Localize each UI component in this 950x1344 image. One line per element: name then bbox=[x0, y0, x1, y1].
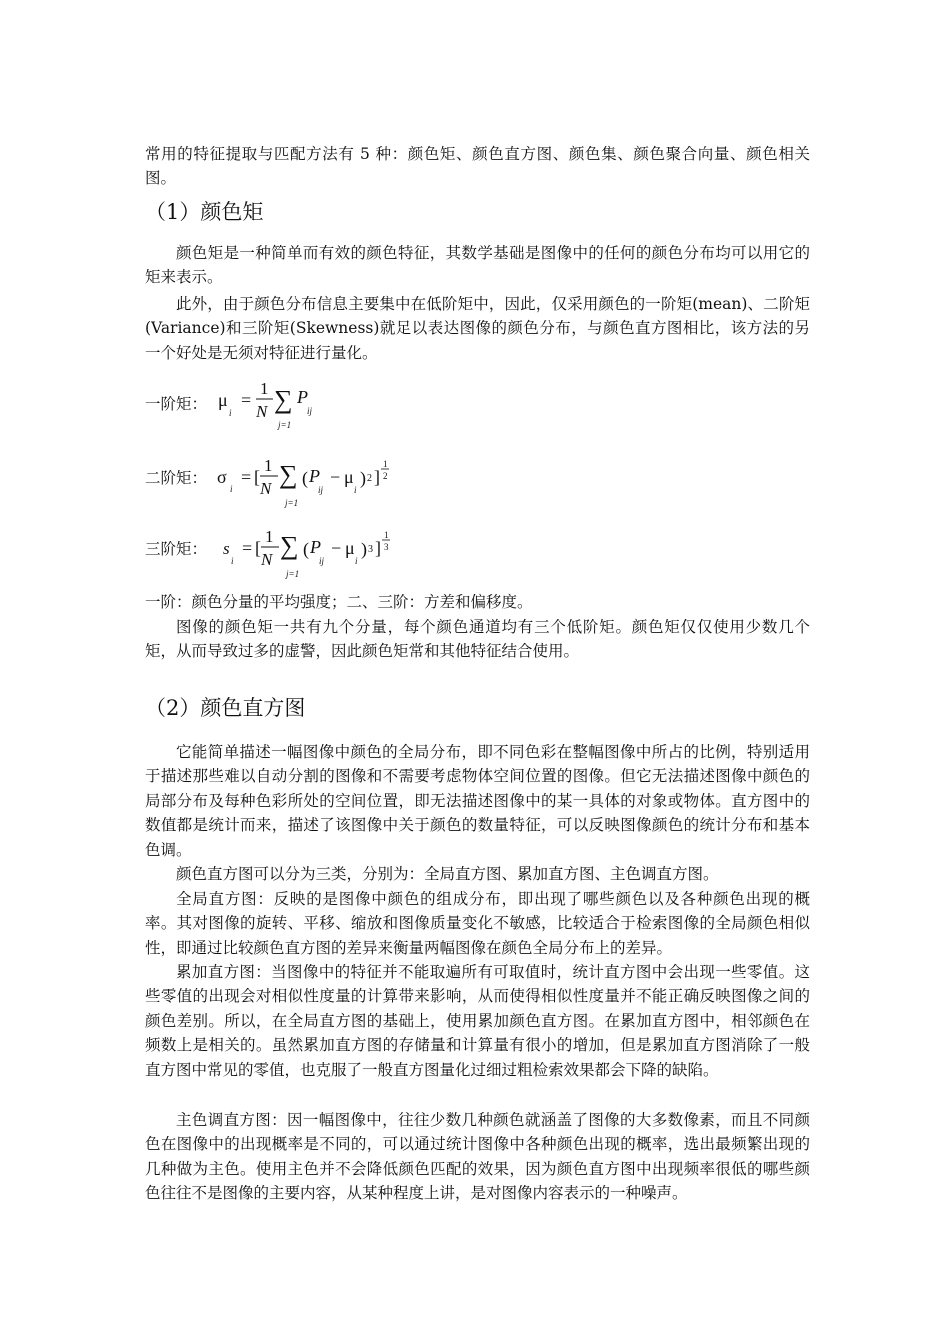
f1-P: P bbox=[297, 387, 308, 407]
section2-paragraph-4: 累加直方图：当图像中的特征并不能取遍所有可取值时，统计直方图中会出现一些零值。这些零值的出现会对相似性度量的计算带来影响，从而使得相似性度量并不能正确反映图像之间的颜色差别。所以，在全局直方图的基础上，使用累加颜色直方图。在累加直方图中，相邻颜色在频数上是相关的。虽然累加直方图的存储量和计算量有很小的增加，但是累加直方图消除了一般直方图中常见的零值，也克服了一般直方图量化过细过粗检索效果都会下降的缺陷。 bbox=[145, 963, 810, 1079]
f2-N: N bbox=[260, 479, 272, 498]
formula3-label: 三阶矩： bbox=[145, 540, 208, 558]
f2-eq: = bbox=[241, 467, 252, 487]
f3-sum: ∑ bbox=[280, 531, 299, 560]
f2-mu: μ bbox=[344, 467, 354, 487]
f2-minus: − bbox=[330, 467, 341, 487]
f3-exp-den: 3 bbox=[384, 542, 389, 552]
f3-rbracket: ] bbox=[375, 538, 381, 558]
f1-N: N bbox=[256, 402, 268, 421]
f1-sub-i: i bbox=[229, 408, 232, 418]
formula-first-moment bbox=[145, 376, 545, 446]
f2-exp-num: 1 bbox=[383, 459, 388, 469]
formula-third-moment bbox=[145, 522, 545, 592]
section2-paragraph-2: 颜色直方图可以分为三类，分别为：全局直方图、累加直方图、主色调直方图。 bbox=[176, 865, 719, 883]
f2-sub-i2: i bbox=[354, 485, 357, 495]
f2-j1: j=1 bbox=[285, 498, 299, 508]
f1-sub-ij: ij bbox=[307, 406, 313, 416]
f1-sum: ∑ bbox=[274, 385, 293, 414]
section2-paragraph-3: 全局直方图：反映的是图像中颜色的组成分布，即出现了哪些颜色以及各种颜色出现的概率。其对图像的旋转、平移、缩放和图像质量变化不敏感，比较适合于检索图像的全局颜色相似性，即通过比较颜色直方图的差异来衡量两幅图像在颜色全局分布上的差异。 bbox=[145, 890, 810, 957]
section1-paragraph-2: 此外，由于颜色分布信息主要集中在低阶矩中，因此，仅采用颜色的一阶矩(mean)、二阶矩(Variance)和三阶矩(Skewness)就足以表达图像的颜色分布，与颜色直方图相比，该方法的另一个好处是无须对特征进行量化。 bbox=[145, 295, 810, 362]
f1-one: 1 bbox=[260, 379, 269, 398]
formula1-label: 一阶矩： bbox=[145, 395, 208, 413]
section1-heading: （1）颜色矩 bbox=[145, 200, 264, 224]
f3-eq: = bbox=[242, 538, 253, 558]
formula1-expression bbox=[205, 376, 505, 446]
f3-s: s bbox=[223, 539, 230, 558]
f3-minus: − bbox=[331, 538, 342, 558]
f1-j1: j=1 bbox=[278, 420, 292, 430]
formula3-expression bbox=[205, 522, 505, 592]
f3-lparen: ( bbox=[303, 539, 309, 559]
f3-j1: j=1 bbox=[286, 569, 300, 579]
f1-eq: = bbox=[241, 390, 252, 410]
section2-heading: （2）颜色直方图 bbox=[145, 696, 306, 720]
f3-sub-ij: ij bbox=[319, 556, 325, 566]
f3-lbracket: [ bbox=[255, 538, 261, 558]
section2-paragraph-5: 主色调直方图：因一幅图像中，往往少数几种颜色就涵盖了图像的大多数像素，而且不同颜色在图像中的出现概率是不同的，可以通过统计图像中各种颜色出现的概率，选出最频繁出现的几种做为主色。使用主色并不会降低颜色匹配的效果，因为颜色直方图中出现频率很低的哪些颜色往往不是图像的主要内容，从某种程度上讲，是对图像内容表示的一种噪声。 bbox=[145, 1111, 810, 1203]
section1-paragraph-1: 颜色矩是一种简单而有效的颜色特征，其数学基础是图像中的任何的颜色分布均可以用它的矩来表示。 bbox=[145, 244, 810, 287]
section1-paragraph-3: 图像的颜色矩一共有九个分量，每个颜色通道均有三个低阶矩。颜色矩仅仅使用少数几个矩，从而导致过多的虚警，因此颜色矩常和其他特征结合使用。 bbox=[145, 618, 810, 661]
formula2-label: 二阶矩： bbox=[145, 469, 208, 487]
intro-paragraph: 常用的特征提取与匹配方法有 5 种：颜色矩、颜色直方图、颜色集、颜色聚合向量、颜色相关图。 bbox=[145, 145, 810, 188]
formula2-expression bbox=[205, 451, 505, 521]
f3-mu: μ bbox=[345, 538, 355, 558]
f2-exp-den: 2 bbox=[383, 471, 388, 481]
f3-P: P bbox=[310, 537, 321, 557]
f2-sub-ij: ij bbox=[318, 485, 324, 495]
f3-N: N bbox=[261, 550, 273, 569]
formula-second-moment bbox=[145, 451, 545, 521]
f3-sub-i2: i bbox=[355, 556, 358, 566]
f2-lparen: ( bbox=[302, 468, 308, 488]
f3-exp-num: 1 bbox=[384, 530, 389, 540]
f2-sigma: σ bbox=[217, 467, 227, 487]
f3-rparen: ) bbox=[361, 539, 367, 559]
f2-rbracket: ] bbox=[374, 467, 380, 487]
f2-rparen: ) bbox=[360, 468, 366, 488]
f2-one: 1 bbox=[264, 456, 273, 475]
f2-sub-i: i bbox=[230, 484, 233, 494]
f3-sub-i: i bbox=[231, 556, 234, 566]
f1-mu: μ bbox=[218, 390, 228, 410]
f3-one: 1 bbox=[265, 527, 274, 546]
f3-cube: 3 bbox=[368, 544, 373, 555]
moment-summary: 一阶：颜色分量的平均强度；二、三阶：方差和偏移度。 bbox=[145, 593, 533, 611]
f2-P: P bbox=[309, 466, 320, 486]
f2-sq: 2 bbox=[367, 473, 372, 484]
f2-sum: ∑ bbox=[279, 460, 298, 489]
section2-paragraph-1: 它能简单描述一幅图像中颜色的全局分布，即不同色彩在整幅图像中所占的比例，特别适用于描述那些难以自动分割的图像和不需要考虑物体空间位置的图像。但它无法描述图像中颜色的局部分布及每种色彩所处的空间位置，即无法描述图像中的某一具体的对象或物体。直方图中的数值都是统计而来，描述了该图像中关于颜色的数量特征，可以反映图像颜色的统计分布和基本色调。 bbox=[145, 743, 810, 859]
f2-lbracket: [ bbox=[254, 467, 260, 487]
